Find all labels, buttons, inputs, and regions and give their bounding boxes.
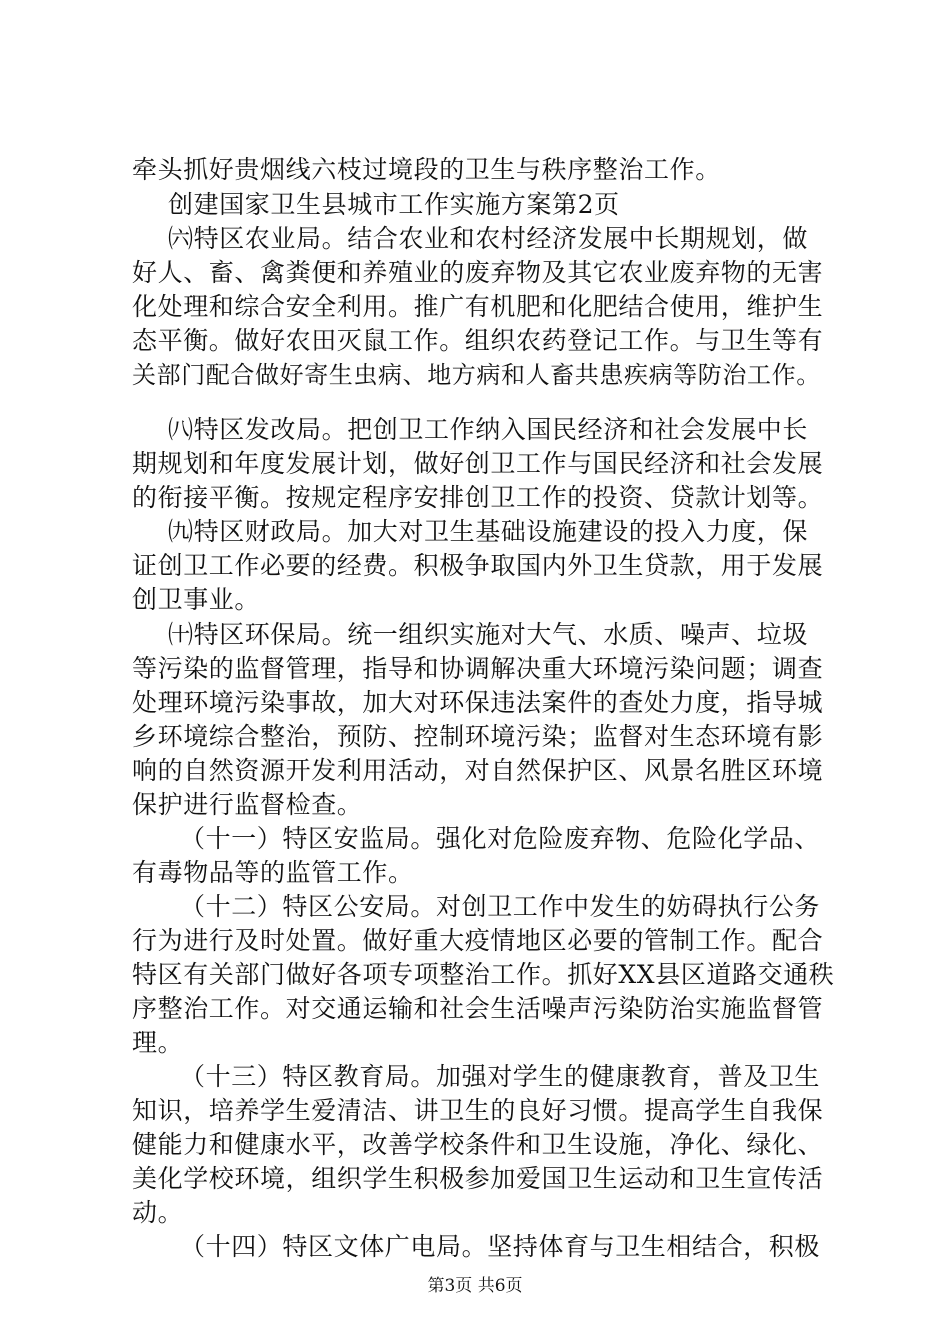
text-line: 乡环境综合整治，预防、控制环境污染；监督对生态环境有影 [132, 722, 824, 751]
text-line: 证创卫工作必要的经费。积极争取国内外卫生贷款，用于发展 [132, 551, 824, 580]
text-line: 特区有关部门做好各项专项整治工作。抓好XX县区道路交通秩 [132, 960, 835, 989]
text-line: ㈨特区财政局。加大对卫生基础设施建设的投入力度，保 [168, 517, 809, 546]
text-line: 期规划和年度发展计划，做好创卫工作与国民经济和社会发展 [132, 449, 824, 478]
text-line: 创建国家卫生县城市工作实施方案第2页 [168, 190, 620, 219]
text-line: 牵头抓好贵烟线六枝过境段的卫生与秩序整治工作。 [132, 155, 721, 184]
text-line: 知识，培养学生爱清洁、讲卫生的良好习惯。提高学生自我保 [132, 1096, 824, 1125]
text-line: 响的自然资源开发利用活动，对自然保护区、风景名胜区环境 [132, 756, 824, 785]
text-line: 的衔接平衡。按规定程序安排创卫工作的投资、贷款计划等。 [132, 483, 824, 512]
text-line: 美化学校环境，组织学生积极参加爱国卫生运动和卫生宣传活 [132, 1164, 824, 1193]
text-line: ㈧特区发改局。把创卫工作纳入国民经济和社会发展中长 [168, 415, 809, 444]
text-line: ㈩特区环保局。统一组织实施对大气、水质、噪声、垃圾 [168, 620, 809, 649]
text-line: （十二）特区公安局。对创卫工作中发生的妨碍执行公务 [180, 892, 821, 921]
text-line: 理。 [132, 1028, 184, 1057]
text-line: 处理环境污染事故，加大对环保违法案件的查处力度，指导城 [132, 688, 824, 717]
text-line: 序整治工作。对交通运输和社会生活噪声污染防治实施监督管 [132, 994, 824, 1023]
page-footer: 第3页 共6页 [427, 1276, 523, 1296]
text-line: 等污染的监督管理，指导和协调解决重大环境污染问题；调查 [132, 654, 824, 683]
text-line: 动。 [132, 1198, 184, 1227]
text-line: 有毒物品等的监管工作。 [132, 858, 414, 887]
text-line: 创卫事业。 [132, 585, 261, 614]
text-line: （十三）特区教育局。加强对学生的健康教育，普及卫生 [180, 1062, 821, 1091]
text-line: （十一）特区安监局。强化对危险废弃物、危险化学品、 [180, 824, 821, 853]
text-line: 行为进行及时处置。做好重大疫情地区必要的管制工作。配合 [132, 926, 824, 955]
text-line: 化处理和综合安全利用。推广有机肥和化肥结合使用，维护生 [132, 292, 824, 321]
text-line: （十四）特区文体广电局。坚持体育与卫生相结合，积极 [180, 1232, 821, 1261]
text-line: ㈥特区农业局。结合农业和农村经济发展中长期规划，做 [168, 224, 809, 253]
text-line: 关部门配合做好寄生虫病、地方病和人畜共患疾病等防治工作。 [132, 361, 821, 389]
text-line: 态平衡。做好农田灭鼠工作。组织农药登记工作。与卫生等有 [132, 326, 824, 355]
text-line: 健能力和健康水平，改善学校条件和卫生设施，净化、绿化、 [132, 1130, 824, 1159]
text-line: 好人、畜、禽粪便和养殖业的废弃物及其它农业废弃物的无害 [132, 258, 824, 287]
text-line: 保护进行监督检查。 [132, 790, 363, 819]
